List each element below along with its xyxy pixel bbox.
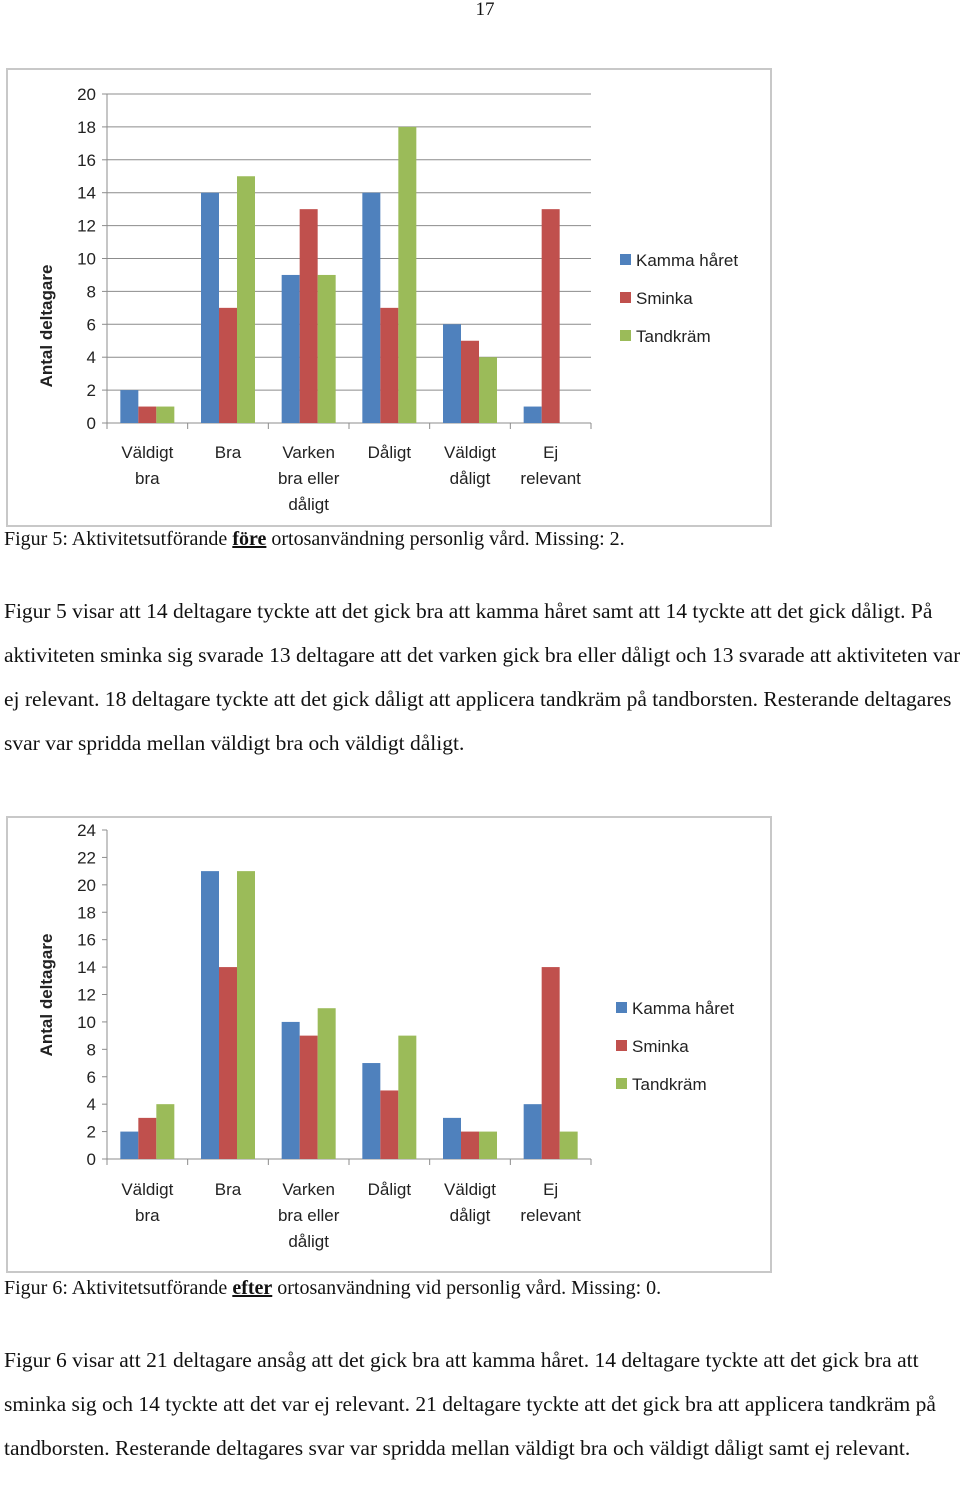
y-axis-label: Antal deltagare xyxy=(37,933,56,1057)
x-category-label xyxy=(121,443,173,488)
y-tick-label: 2 xyxy=(86,381,96,401)
x-category-label-line: Ej xyxy=(543,1180,559,1199)
bar xyxy=(443,324,461,423)
x-category-label-line: Väldigt xyxy=(121,443,174,462)
x-category-label xyxy=(520,1180,581,1225)
figure-5-chart xyxy=(6,68,772,527)
x-category-label xyxy=(121,1180,173,1225)
x-category-label xyxy=(368,443,412,462)
bar xyxy=(318,275,336,423)
bar xyxy=(156,407,174,423)
x-category-label-line: Varken xyxy=(282,443,335,462)
bar xyxy=(201,193,219,423)
y-tick-label: 18 xyxy=(77,903,96,923)
bar xyxy=(237,176,255,423)
x-category-label-line: dåligt xyxy=(449,469,491,488)
legend-label: Tandkräm xyxy=(636,327,711,346)
y-tick-label: 12 xyxy=(77,985,96,1005)
y-tick-label: 20 xyxy=(77,85,96,104)
y-tick-label: 10 xyxy=(77,249,96,269)
y-tick-label: 6 xyxy=(86,1067,96,1087)
x-category-label xyxy=(444,1180,496,1225)
legend-swatch xyxy=(620,292,631,303)
y-tick-label: 22 xyxy=(77,848,96,868)
figure-5-caption-end: ortosanvändning personlig vård. Missing: 2. xyxy=(266,528,625,550)
page-number: 17 xyxy=(475,0,495,20)
body-paragraph-2: Figur 6 visar att 21 deltagare ansåg att det gick bra att kamma håret. 14 deltagare tyckte att det gick bra att sminka sig och 14 tyckte att det var ej relevant. 21 deltagare tyckte att det gick bra att applicera tandkräm på tandborsten. Resterande deltagares svar var spridda mellan väldigt bra och väldigt dåligt samt ej relevant. xyxy=(4,1348,936,1460)
figure-5-caption-emphasis: före xyxy=(232,528,267,550)
x-category-label-line: Varken xyxy=(282,1180,335,1199)
y-tick-label: 2 xyxy=(86,1122,96,1142)
legend-label: Kamma håret xyxy=(636,251,739,270)
x-category-label-line: bra xyxy=(135,469,160,488)
figure-6-chart xyxy=(6,816,772,1273)
bar xyxy=(398,127,416,423)
x-category-label-line: bra eller xyxy=(277,1206,340,1225)
x-category-label-line: dåligt xyxy=(288,495,329,514)
x-category-label xyxy=(215,1180,242,1199)
y-axis-label: Antal deltagare xyxy=(37,264,56,388)
y-tick-label: 8 xyxy=(86,282,96,302)
legend-swatch xyxy=(620,330,631,341)
y-tick-label: 14 xyxy=(77,183,96,203)
bar xyxy=(380,308,398,423)
x-category-label-line: dåligt xyxy=(288,1232,329,1251)
legend-swatch xyxy=(616,1040,627,1051)
x-category-label xyxy=(520,443,581,488)
bar xyxy=(138,407,156,423)
x-category-label-line: relevant xyxy=(520,1206,581,1225)
y-tick-label: 14 xyxy=(77,958,96,978)
legend-label: Sminka xyxy=(632,1037,689,1056)
y-tick-label: 0 xyxy=(86,1150,96,1169)
figure-5-caption xyxy=(4,527,625,551)
bar xyxy=(542,209,560,423)
figure-5-caption-start: Figur 5: Aktivitetsutförande xyxy=(4,528,233,550)
x-category-label xyxy=(278,1180,340,1251)
bar xyxy=(219,967,237,1159)
y-tick-label: 18 xyxy=(77,117,96,137)
y-tick-label: 0 xyxy=(86,414,96,433)
figure-6-caption-start: Figur 6: Aktivitetsutförande xyxy=(4,1277,233,1299)
x-category-label-line: relevant xyxy=(520,469,581,488)
bar xyxy=(219,308,237,423)
figure-6-svg xyxy=(8,818,774,1278)
legend-label: Tandkräm xyxy=(632,1075,707,1094)
bar xyxy=(120,390,138,423)
x-category-label-line: Dåligt xyxy=(367,1180,412,1199)
x-category-label-line: bra eller xyxy=(277,469,340,488)
x-category-label xyxy=(368,1180,412,1199)
x-category-label-line: Väldigt xyxy=(121,1180,174,1199)
x-category-label xyxy=(278,443,340,514)
bar xyxy=(380,1090,398,1159)
y-tick-label: 16 xyxy=(77,150,96,170)
bar xyxy=(560,1132,578,1159)
y-tick-label: 12 xyxy=(77,216,96,236)
bar xyxy=(362,1063,380,1159)
figure-5-svg xyxy=(8,70,774,530)
y-tick-label: 16 xyxy=(77,930,96,950)
bar xyxy=(120,1132,138,1159)
body-paragraph-1: Figur 5 visar att 14 deltagare tyckte att det gick bra att kamma håret samt att 14 tyckte att det gick dåligt. På aktiviteten sminka sig svarade 13 deltagare att det varken gick bra eller dåligt och 13 svarade att aktiviteten var ej relevant. 18 deltagare tyckte att det gick dåligt att applicera tandkräm på tandborsten. Resterande deltagares svar var spridda mellan väldigt bra och väldigt dåligt. xyxy=(4,599,960,755)
x-category-label xyxy=(215,443,242,462)
bar xyxy=(300,1036,318,1159)
y-tick-label: 20 xyxy=(77,875,96,895)
x-category-label-line: dåligt xyxy=(449,1206,491,1225)
legend-swatch xyxy=(616,1002,627,1013)
bar xyxy=(479,357,497,423)
y-tick-label: 8 xyxy=(86,1040,96,1060)
x-category-label-line: Dåligt xyxy=(367,443,412,462)
figure-6-caption xyxy=(4,1276,661,1300)
bar xyxy=(524,1104,542,1159)
x-category-label-line: bra xyxy=(135,1206,160,1225)
bar xyxy=(542,967,560,1159)
bar xyxy=(443,1118,461,1159)
figure-6-caption-end: ortosanvändning vid personlig vård. Missing: 0. xyxy=(272,1277,662,1299)
bar xyxy=(282,1022,300,1159)
bar xyxy=(318,1008,336,1159)
x-category-label-line: Väldigt xyxy=(444,443,496,462)
bar xyxy=(282,275,300,423)
bar xyxy=(461,1132,479,1159)
bar xyxy=(479,1132,497,1159)
bar xyxy=(138,1118,156,1159)
y-tick-label: 4 xyxy=(86,1095,96,1115)
x-category-label xyxy=(444,443,496,488)
x-category-label-line: Väldigt xyxy=(444,1180,496,1199)
y-tick-label: 24 xyxy=(77,821,96,840)
bar xyxy=(362,193,380,423)
bar xyxy=(201,871,219,1159)
bar xyxy=(156,1104,174,1159)
legend-label: Sminka xyxy=(636,289,693,308)
x-category-label-line: Ej xyxy=(543,443,559,462)
x-category-label-line: Bra xyxy=(214,1180,242,1199)
bar xyxy=(461,341,479,423)
bar xyxy=(237,871,255,1159)
y-tick-label: 10 xyxy=(77,1012,96,1032)
bar xyxy=(300,209,318,423)
figure-6-caption-emphasis: efter xyxy=(232,1277,273,1299)
bar xyxy=(524,407,542,423)
y-tick-label: 4 xyxy=(86,348,96,368)
legend-swatch xyxy=(616,1078,627,1089)
y-tick-label: 6 xyxy=(86,315,96,335)
x-category-label-line: Bra xyxy=(214,443,242,462)
legend-label: Kamma håret xyxy=(632,999,735,1018)
legend-swatch xyxy=(620,254,631,265)
bar xyxy=(398,1036,416,1159)
